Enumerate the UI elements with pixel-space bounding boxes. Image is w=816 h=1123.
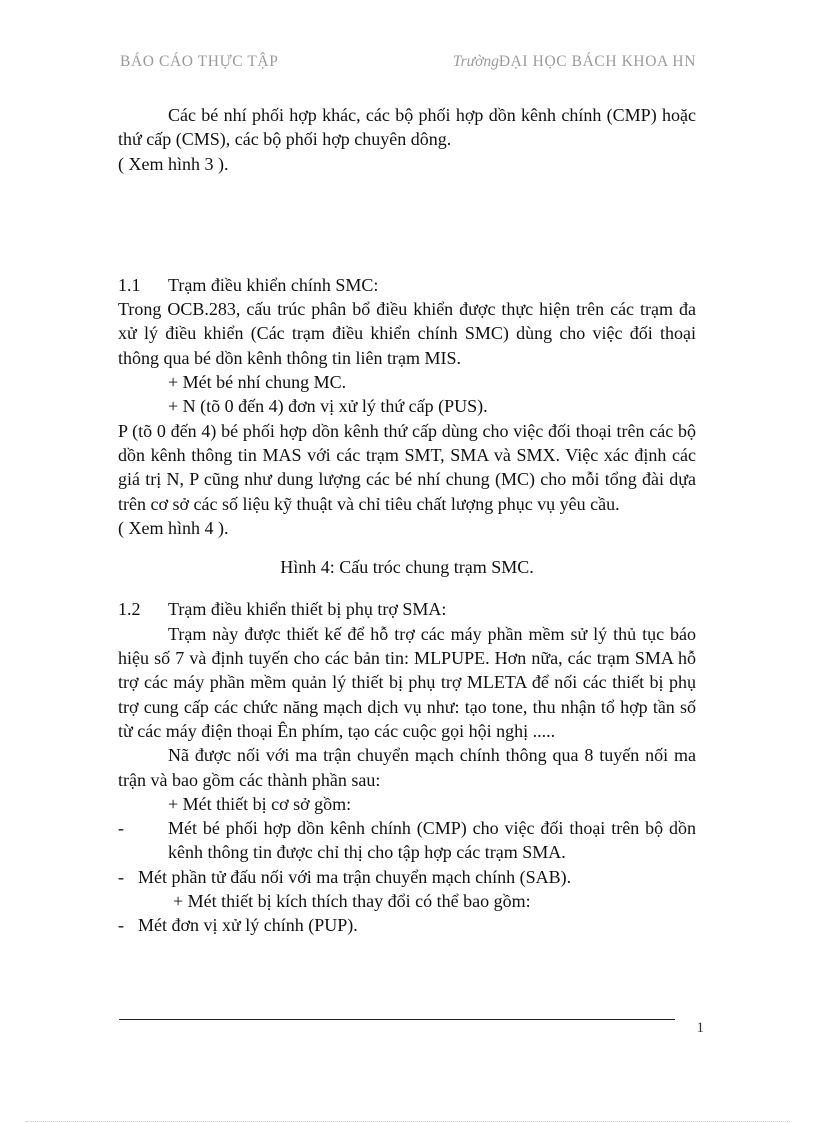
figure-4-caption: Hình 4: Cấu tróc chung trạm SMC. <box>280 557 534 578</box>
section-1-2-paragraph-2: Nã được nối với ma trận chuyển mạch chính thông qua 8 tuyến nối ma trận và bao gồm các thành phần sau: <box>118 745 696 790</box>
section-1-2-sub-2: + Mét thiết bị kích thích thay đổi có thể bao gồm: <box>173 891 531 912</box>
intro-paragraph: Các bé nhí phối hợp khác, các bộ phối hợp dồn kênh chính (CMP) hoặc thứ cấp (CMS), các bộ phối hợp chuyên dông. <box>118 105 696 150</box>
see-figure-3: ( Xem hình 3 ). <box>118 153 229 174</box>
dash-item-3 <box>118 913 696 937</box>
section-1-1-paragraph-1: Trong OCB.283, cấu trúc phân bổ điều khiển được thực hiện trên các trạm đa xử lý điều khiển (Các trạm điều khiển chính SMC) dùng cho việc đối thoại thông qua bé dồn kênh thông tin liên trạm MIS. <box>118 299 696 368</box>
dash-item-3-text: Mét đơn vị xử lý chính (PUP). <box>138 915 358 936</box>
page-edge-dots <box>26 1121 790 1122</box>
see-figure-4: ( Xem hình 4 ). <box>118 517 229 538</box>
page-number: 1 <box>696 1020 704 1036</box>
dash-item-2 <box>118 865 696 889</box>
footer-rule <box>119 1019 675 1020</box>
dash-item-1-text: Mét bé phối hợp dồn kênh chính (CMP) cho việc đối thoại trên bộ dồn kênh thông tin được chỉ thị cho tập hợp các trạm SMA. <box>168 818 696 863</box>
header-right-text: ĐẠI HỌC BÁCH KHOA HN <box>498 53 696 70</box>
section-1-1-item-1: + Mét bé nhí chung MC. <box>168 372 347 393</box>
dash-item-2-text: Mét phần tử đấu nối với ma trận chuyển mạch chính (SAB). <box>138 866 572 887</box>
section-1-2-paragraph-1: Trạm này được thiết kế để hỗ trợ các máy phần mềm sử lý thủ tục báo hiệu số 7 và định tuyến cho các bản tin: MLPUPE. Hơn nữa, các trạm SMA hỗ trợ các máy phần mềm quản lý thiết bị phụ trợ MLETA để nối các thiết bị phụ trợ cung cấp các chức năng mạch dịch vụ như: tạo tone, thu nhận tổ hợp tần số từ các máy điện thoại Ên phím, tạo các cuộc gọi hội nghị ..... <box>118 623 696 741</box>
section-1-1-paragraph-2: P (tõ 0 đến 4) bé phối hợp dồn kênh thứ cấp dùng cho việc đối thoại trên các bộ dồn kênh thông tin MAS với các trạm SMT, SMA và SMX. Việc xác định các giá trị N, P cũng như dung lượng các bé nhí chung (MC) cho mỗi tổng đài dựa trên cơ sở các số liệu kỹ thuật và chỉ tiêu chất lượng phục vụ yêu cầu. <box>118 420 696 514</box>
section-1-2-number: 1.2 <box>118 599 141 620</box>
section-1-1-heading <box>118 273 696 297</box>
header-right <box>453 53 696 71</box>
dash-marker: - <box>118 915 124 936</box>
dash-item-1 <box>118 816 696 865</box>
section-1-1-item-2: + N (tõ 0 đến 4) đơn vị xử lý thứ cấp (PUS). <box>168 396 488 417</box>
section-1-2-sub-1: + Mét thiết bị cơ sở gồm: <box>168 793 352 814</box>
dash-marker: - <box>118 866 124 887</box>
dash-marker: - <box>118 818 124 839</box>
header-left: BÁO CÁO THỰC TẬP <box>120 53 279 70</box>
document-body <box>118 103 696 938</box>
section-1-1-title: Trạm điều khiển chính SMC: <box>168 274 379 295</box>
section-1-2-heading <box>118 597 696 621</box>
header-right-italic: Trường <box>452 53 499 70</box>
section-1-1-number: 1.1 <box>118 274 141 295</box>
section-1-2-title: Trạm điều khiển thiết bị phụ trợ SMA: <box>168 599 447 620</box>
